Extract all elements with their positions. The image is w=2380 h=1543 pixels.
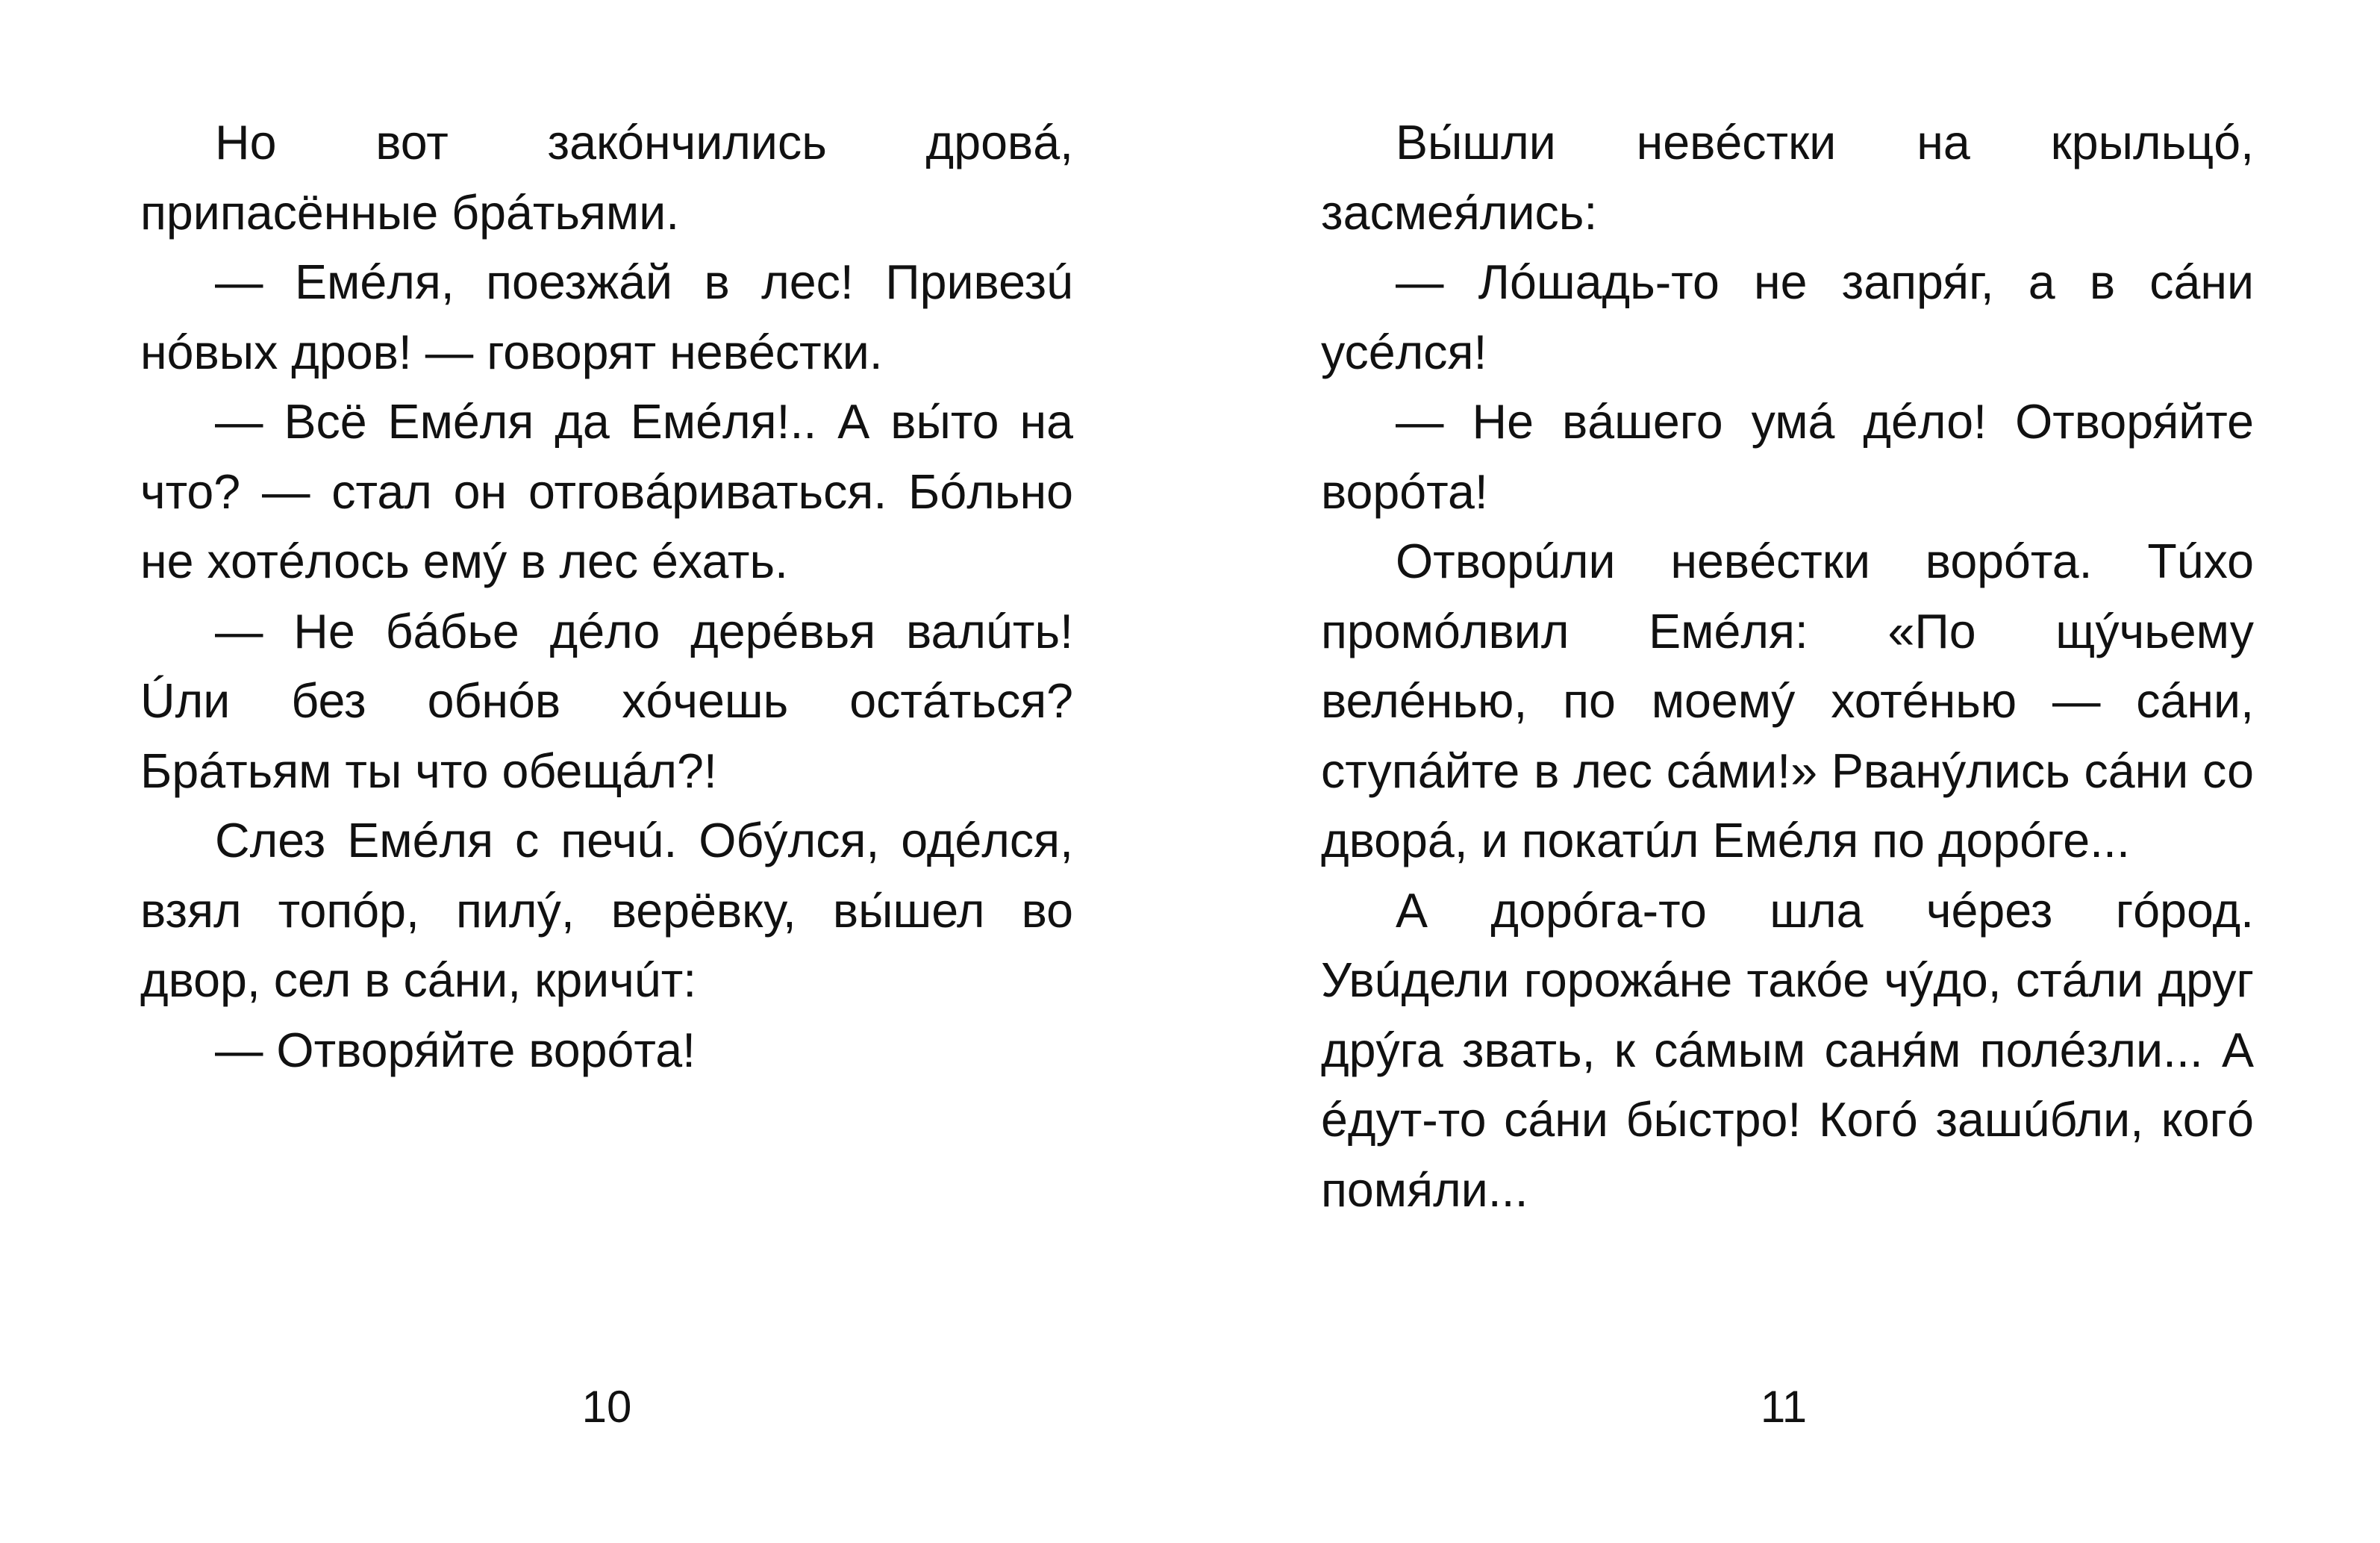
paragraph: — Не бáбье дéло дерéвья валúть! Úли без обнóв хóчешь остáться? Брáтьям ты что обещáл?! — [140, 604, 1073, 798]
paragraph: А дорóга-то шла чéрез гóрод. Увúдели горожáне такóе чýдо, стáли друг дрýга звать, к сáмым саня́м полéзли... А éдут-то сáни бы́стро! Когó зашúбли, когó помя́ли... — [1321, 883, 2254, 1217]
paragraph: — Отворя́йте ворóта! — [215, 1023, 696, 1077]
paragraph: — Лóшадь-то не запря́г, а в сáни усéлся! — [1321, 255, 2254, 379]
left-page — [140, 108, 1073, 1085]
paragraph: — Емéля, поезжáй в лес! Привезú нóвых дров! — говорят невéстки. — [140, 255, 1073, 379]
paragraph: — Всё Емéля да Емéля!.. А вы́то на что? — стал он отговáриваться. Бóльно не хотéлось емý в лес éхать. — [140, 395, 1073, 588]
paragraph: Но вот закóнчились дровá, припасённые брáтьями. — [140, 116, 1073, 240]
page-number-left: 10 — [581, 1382, 632, 1432]
page-number-right: 11 — [1760, 1382, 1808, 1432]
paragraph: Слез Емéля с печú. Обýлся, одéлся, взял топóр, пилý, верёвку, вы́шел во двор, сел в сáни, кричúт: — [140, 814, 1073, 1007]
paragraph: Вы́шли невéстки на крыльцó, засмея́лись: — [1321, 116, 2254, 240]
paragraph: — Не вáшего умá дéло! Отворя́йте ворóта! — [1321, 395, 2254, 519]
right-page — [1321, 108, 2254, 1225]
paragraph: Отворúли невéстки ворóта. Тúхо промóлвил Емéля: «По щýчьему велéнью, по моемý хотéнью — сáни, ступáйте в лес сáми!» Рванýлись сáни со дворá, и покатúл Емéля по дорóге... — [1321, 534, 2254, 867]
